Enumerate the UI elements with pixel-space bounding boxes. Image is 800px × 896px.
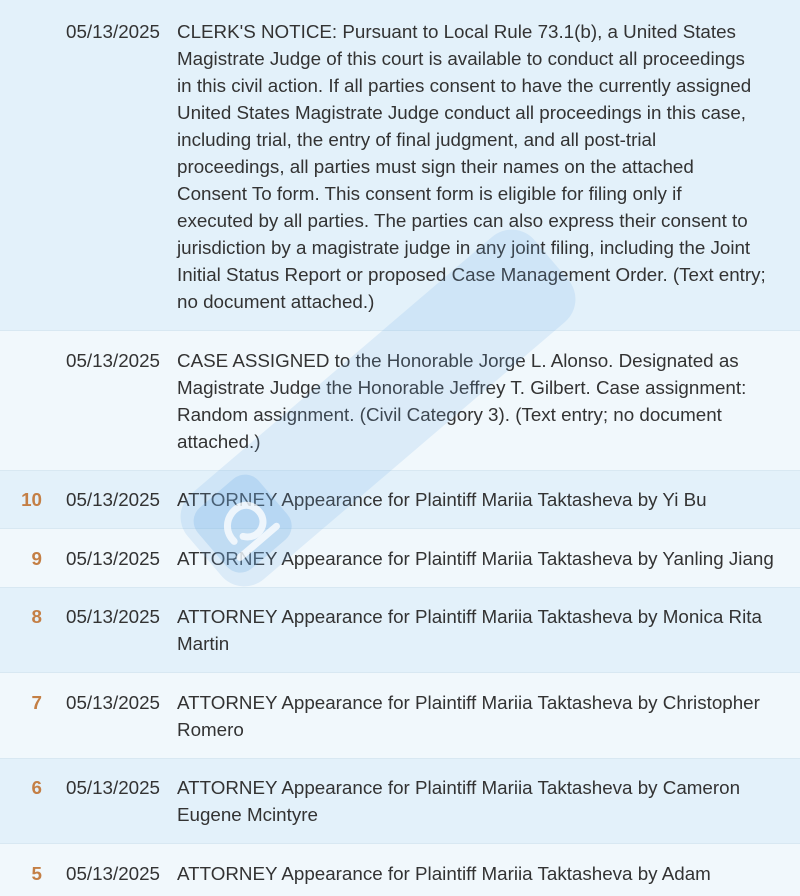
entry-text-line: in this civil action. If all parties consent to have the currently assigned <box>177 75 752 96</box>
entry-number-link[interactable]: 9 <box>31 547 42 569</box>
entry-number-cell <box>0 860 42 887</box>
entry-date: 05/13/2025 <box>66 547 160 569</box>
entry-text <box>177 347 800 455</box>
entry-date: 05/13/2025 <box>66 862 160 884</box>
entry-text-line: Random assignment. (Civil Category 3). (Text entry; no document <box>177 403 722 425</box>
entry-text-line: ATTORNEY Appearance for Plaintiff Mariia Taktasheva by Cameron <box>177 777 741 798</box>
entry-text-line: CASE ASSIGNED to the Honorable Jorge L. Alonso. Designated as <box>177 349 739 371</box>
docket-entry <box>0 759 800 845</box>
entry-date: 05/13/2025 <box>66 691 160 713</box>
entry-number-cell <box>0 774 42 801</box>
entry-text-line: CLERK'S NOTICE: Pursuant to Local Rule 73.1(b), a United States <box>177 21 736 42</box>
docket-entry <box>0 673 800 759</box>
entry-number-link[interactable]: 10 <box>21 489 42 510</box>
entry-text-line: Martin <box>177 633 230 654</box>
entry-text-line: Magistrate Judge the Honorable Jeffrey T. Gilbert. Case assignment: <box>177 376 747 398</box>
entry-date: 05/13/2025 <box>66 349 160 371</box>
entry-number-link[interactable]: 7 <box>31 691 42 713</box>
entry-text-line: no document attached.) <box>177 291 375 312</box>
entry-text-line: ATTORNEY Appearance for Plaintiff Mariia Taktasheva by Christopher <box>177 691 760 713</box>
entry-text <box>177 486 800 513</box>
entry-number-link[interactable]: 5 <box>31 862 42 884</box>
entry-text <box>177 603 800 657</box>
entry-number-cell <box>0 545 42 572</box>
entry-text-line: including trial, the entry of final judgment, and all post-trial <box>177 129 657 150</box>
entry-number-link[interactable]: 6 <box>31 777 42 798</box>
entry-date: 05/13/2025 <box>66 777 160 798</box>
entry-text-line: ATTORNEY Appearance for Plaintiff Mariia Taktasheva by Adam <box>177 862 711 884</box>
entry-text <box>177 860 800 887</box>
entry-text-line: Initial Status Report or proposed Case Management Order. (Text entry; <box>177 264 766 285</box>
docket-entry <box>0 331 800 471</box>
docket-entry <box>0 588 800 674</box>
entry-text-line: proceedings, all parties must sign their names on the attached <box>177 156 694 177</box>
entry-text-line: United States Magistrate Judge conduct all proceedings in this case, <box>177 102 746 123</box>
docket-table <box>0 3 800 896</box>
entry-text <box>177 689 800 743</box>
entry-text-line: Consent To form. This consent form is eligible for filing only if <box>177 183 682 204</box>
entry-text-line: attached.) <box>177 430 261 452</box>
entry-text <box>177 774 800 828</box>
entry-text-line: jurisdiction by a magistrate judge in any joint filing, including the Joint <box>177 237 751 258</box>
entry-text-line: executed by all parties. The parties can also express their consent to <box>177 210 748 231</box>
entry-number-cell <box>0 603 42 630</box>
entry-number-link[interactable]: 8 <box>31 606 42 627</box>
entry-text-line: Eugene Mcintyre <box>177 804 318 825</box>
entry-text-line: ATTORNEY Appearance for Plaintiff Mariia Taktasheva by Yanling Jiang <box>177 547 774 569</box>
entry-text <box>177 545 800 572</box>
entry-date: 05/13/2025 <box>66 21 160 42</box>
entry-number-cell <box>0 486 42 513</box>
entry-date: 05/13/2025 <box>66 606 160 627</box>
docket-entry <box>0 844 800 896</box>
entry-text-line: Magistrate Judge of this court is available to conduct all proceedings <box>177 48 745 69</box>
docket-entry <box>0 3 800 332</box>
entry-date: 05/13/2025 <box>66 489 160 510</box>
entry-number-cell <box>0 689 42 716</box>
docket-entry <box>0 529 800 588</box>
docket-entry <box>0 471 800 530</box>
entry-text-line: ATTORNEY Appearance for Plaintiff Mariia Taktasheva by Monica Rita <box>177 606 762 627</box>
entry-text-line: Romero <box>177 718 244 740</box>
entry-text <box>177 18 800 315</box>
entry-text-line: ATTORNEY Appearance for Plaintiff Mariia Taktasheva by Yi Bu <box>177 489 707 510</box>
